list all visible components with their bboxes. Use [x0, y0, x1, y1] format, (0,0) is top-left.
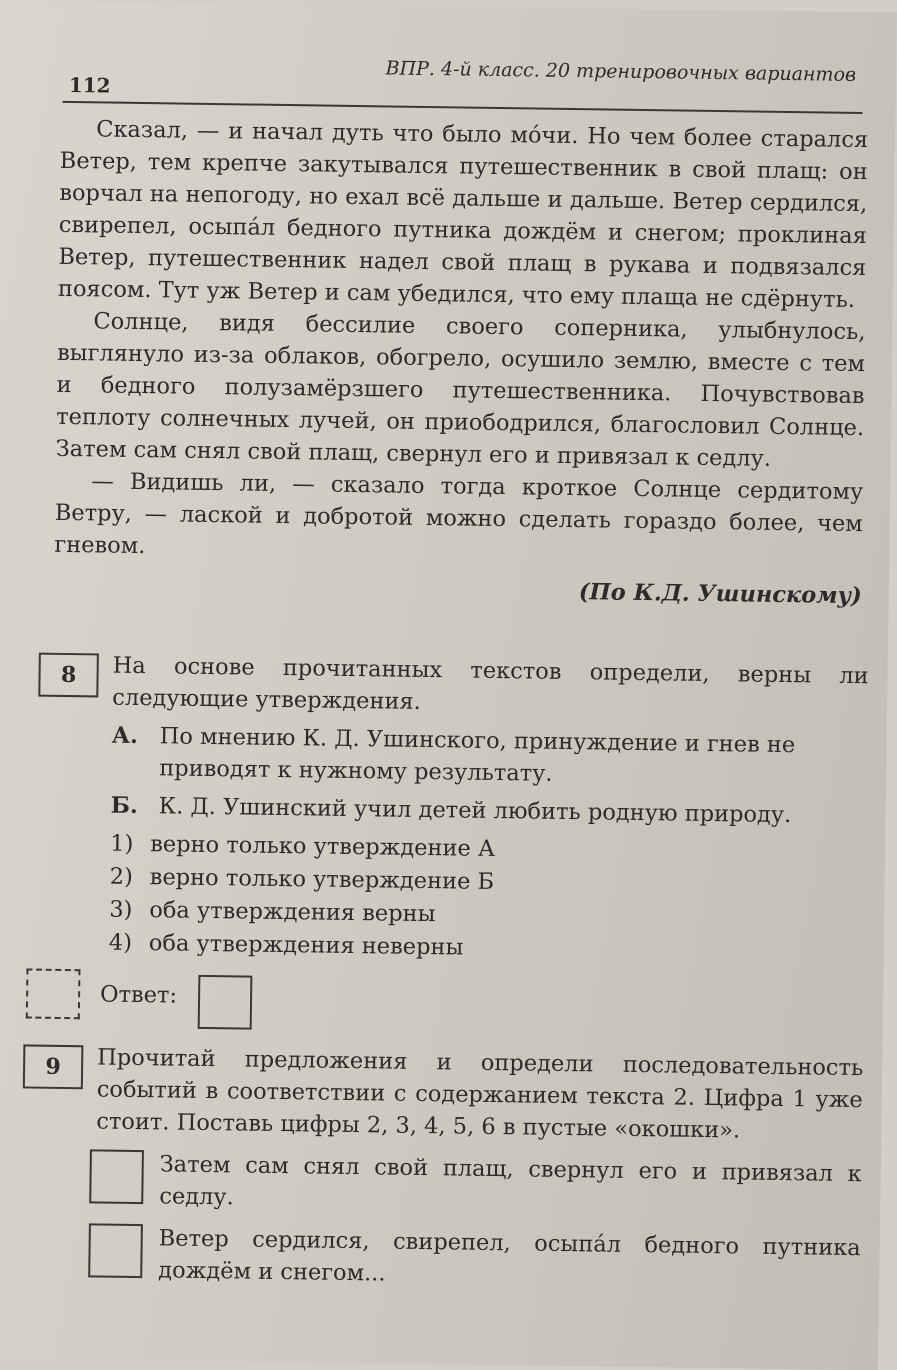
statement-text: К. Д. Ушинский учил детей любить родную природу.	[158, 793, 792, 829]
task-8-number: 8	[38, 653, 99, 698]
option-text: верно только утверждение Б	[149, 864, 495, 895]
task-8-statement-b	[111, 790, 867, 833]
sequence-box[interactable]	[89, 1149, 144, 1204]
task-9-item-2	[30, 1221, 861, 1297]
page-number: 112	[68, 72, 111, 98]
task-9-item-1	[31, 1147, 862, 1223]
task-8-statement-a	[111, 720, 868, 795]
sequence-text: Ветер сердился, свирепел, осыпа́л бедного путника дождём и снегом...	[158, 1225, 861, 1287]
task-8	[34, 649, 869, 1041]
option-text: оба утверждения верны	[149, 897, 436, 928]
sequence-text: Затем сам снял свой плащ, свернул его и привязал к седлу.	[159, 1151, 862, 1211]
running-title: ВПР. 4-й класс. 20 тренировочных вариантов	[385, 57, 857, 86]
story-paragraph-2: Солнце, видя бессилие своего соперника, улыбнулось, выглянуло из-за облаков, обогрело, осушило землю, вместе с тем и бедного полузамёрзшего путешественника. Почувствовав теплоту солнечных лучей, он приободрился, благословил Солнце. Затем сам снял свой плащ, свернул его и привязал к седлу.	[55, 308, 866, 472]
task-9-prompt: Прочитай предложения и определи последовательность событий в соответствии с содержанием текста 2. Цифра 1 уже стоит. Поставь цифры 2, 3, 4, 5, 6 в пустые «окошки».	[96, 1044, 864, 1144]
task-8-options	[35, 827, 867, 971]
option-text: оба утверждения неверны	[148, 930, 464, 961]
answer-label: Ответ:	[99, 981, 178, 1009]
statement-text: По мнению К. Д. Ушинского, принуждение и гнев не приводят к нужному результату.	[159, 723, 796, 787]
header-rule	[63, 101, 863, 114]
option-number: 1)	[110, 830, 134, 857]
option-number: 4)	[108, 929, 133, 956]
story-source: (По К.Д. Ушинскому)	[578, 579, 862, 610]
task-9-number: 9	[23, 1044, 84, 1089]
story-paragraph-1: Сказал, — и начал дуть что было мо́чи. Но чем более старался Ветер, тем крепче закутывался путешественник в свой плащ: он ворчал на непогоду, но ехал всё дальше и дальше. Ветер сердился, свирепел, осыпа́л бедного путника дождём и снегом; проклиная Ветер, путешественник надел свой плащ в рукава и подвязался поясом. Тут уж Ветер и сам убедился, что ему плаща не сдёрнуть.	[57, 116, 869, 313]
story-text	[54, 113, 869, 612]
statement-letter: Б.	[110, 792, 139, 820]
sequence-box[interactable]	[88, 1223, 143, 1278]
statement-letter: А.	[111, 722, 139, 749]
answer-box[interactable]	[198, 975, 253, 1030]
story-paragraph-3: — Видишь ли, — сказало тогда кроткое Солнце сердитому Ветру, — лаской и добротой можно сделать гораздо более, чем гневом.	[54, 468, 864, 560]
task-8-answer-row	[34, 969, 865, 1041]
task-9	[30, 1041, 863, 1297]
score-box	[26, 968, 81, 1019]
option-text: верно только утверждение А	[150, 831, 496, 862]
task-8-prompt: На основе прочитанных текстов определи, верны ли следующие утверждения.	[112, 652, 869, 715]
option-number: 3)	[109, 896, 133, 923]
option-number: 2)	[109, 863, 134, 890]
